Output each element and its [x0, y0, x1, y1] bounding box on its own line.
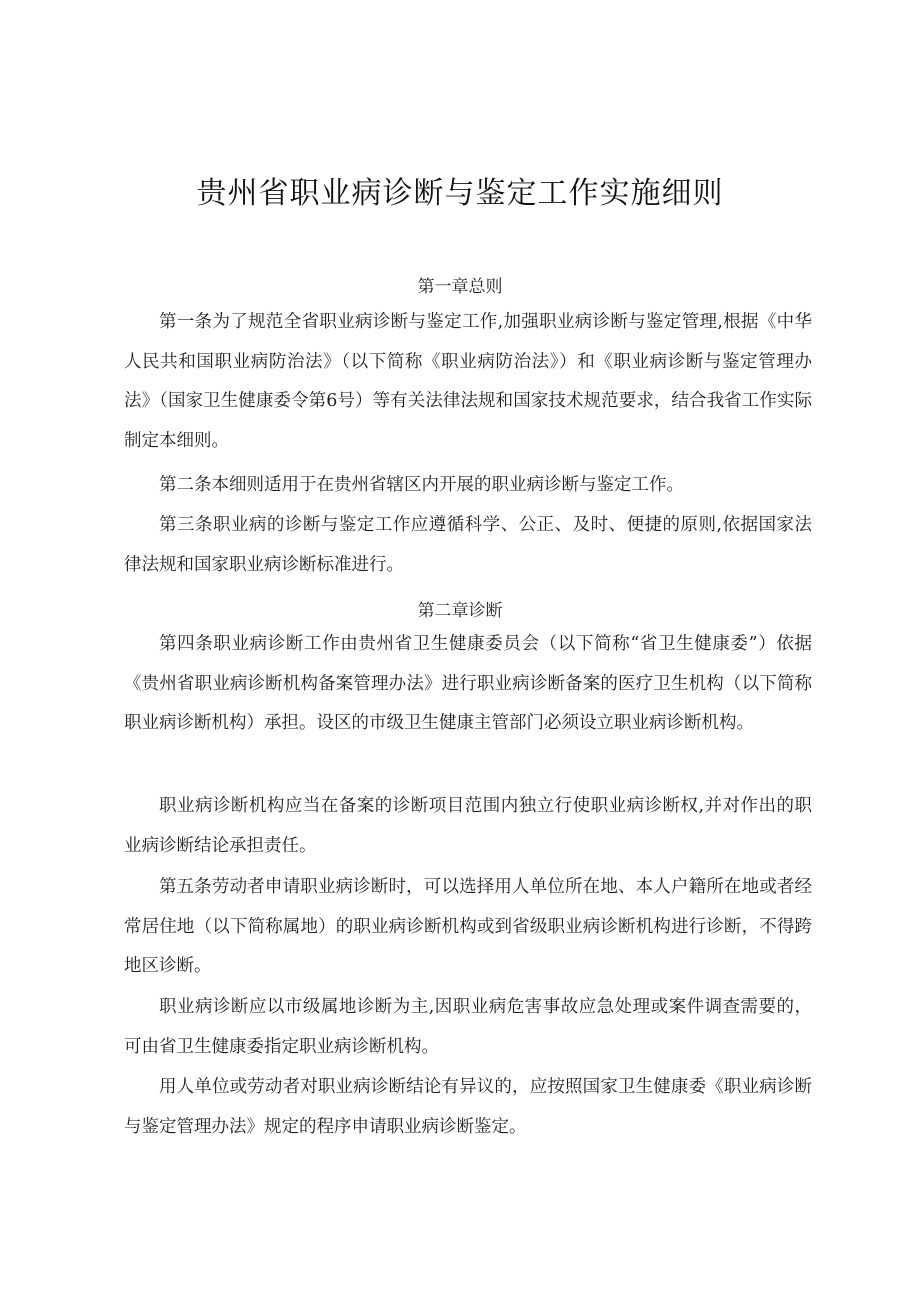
- document-title: 贵州省职业病诊断与鉴定工作实施细则: [196, 176, 724, 211]
- article-4-paragraph-2: 职业病诊断机构应当在备案的诊断项目范围内独立行使职业病诊断权,并对作出的职业病诊断结论承担责任。: [124, 796, 812, 856]
- article-5-paragraph-3: 用人单位或劳动者对职业病诊断结论有异议的，应按照国家卫生健康委《职业病诊断与鉴定管理办法》规定的程序申请职业病诊断鉴定。: [124, 1077, 812, 1137]
- article-3: 第三条职业病的诊断与鉴定工作应遵循科学、公正、及时、便捷的原则,依据国家法律法规和国家职业病诊断标准进行。: [124, 515, 812, 575]
- article-1: 第一条为了规范全省职业病诊断与鉴定工作,加强职业病诊断与鉴定管理,根据《中华人民共和国职业病防治法》（以下简称《职业病防治法》）和《职业病诊断与鉴定管理办法》（国家卫生健康委令第6号）等有关法律法规和国家技术规范要求，结合我省工作实际制定本细则。: [124, 312, 812, 451]
- article-5: 第五条劳动者申请职业病诊断时，可以选择用人单位所在地、本人户籍所在地或者经常居住地（以下简称属地）的职业病诊断机构或到省级职业病诊断机构进行诊断，不得跨地区诊断。: [124, 877, 812, 976]
- article-2: 第二条本细则适用于在贵州省辖区内开展的职业病诊断与鉴定工作。: [159, 475, 684, 495]
- chapter-1-heading: 第一章总则: [417, 277, 503, 297]
- chapter-2-heading: 第二章诊断: [417, 601, 503, 621]
- article-5-paragraph-2: 职业病诊断应以市级属地诊断为主,因职业病危害事故应急处理或案件调查需要的，可由省卫生健康委指定职业病诊断机构。: [124, 997, 812, 1057]
- article-4: 第四条职业病诊断工作由贵州省卫生健康委员会（以下简称“省卫生健康委”）依据《贵州省职业病诊断机构备案管理办法》进行职业病诊断备案的医疗卫生机构（以下简称职业病诊断机构）承担。设区的市级卫生健康主管部门必须设立职业病诊断机构。: [124, 634, 812, 733]
